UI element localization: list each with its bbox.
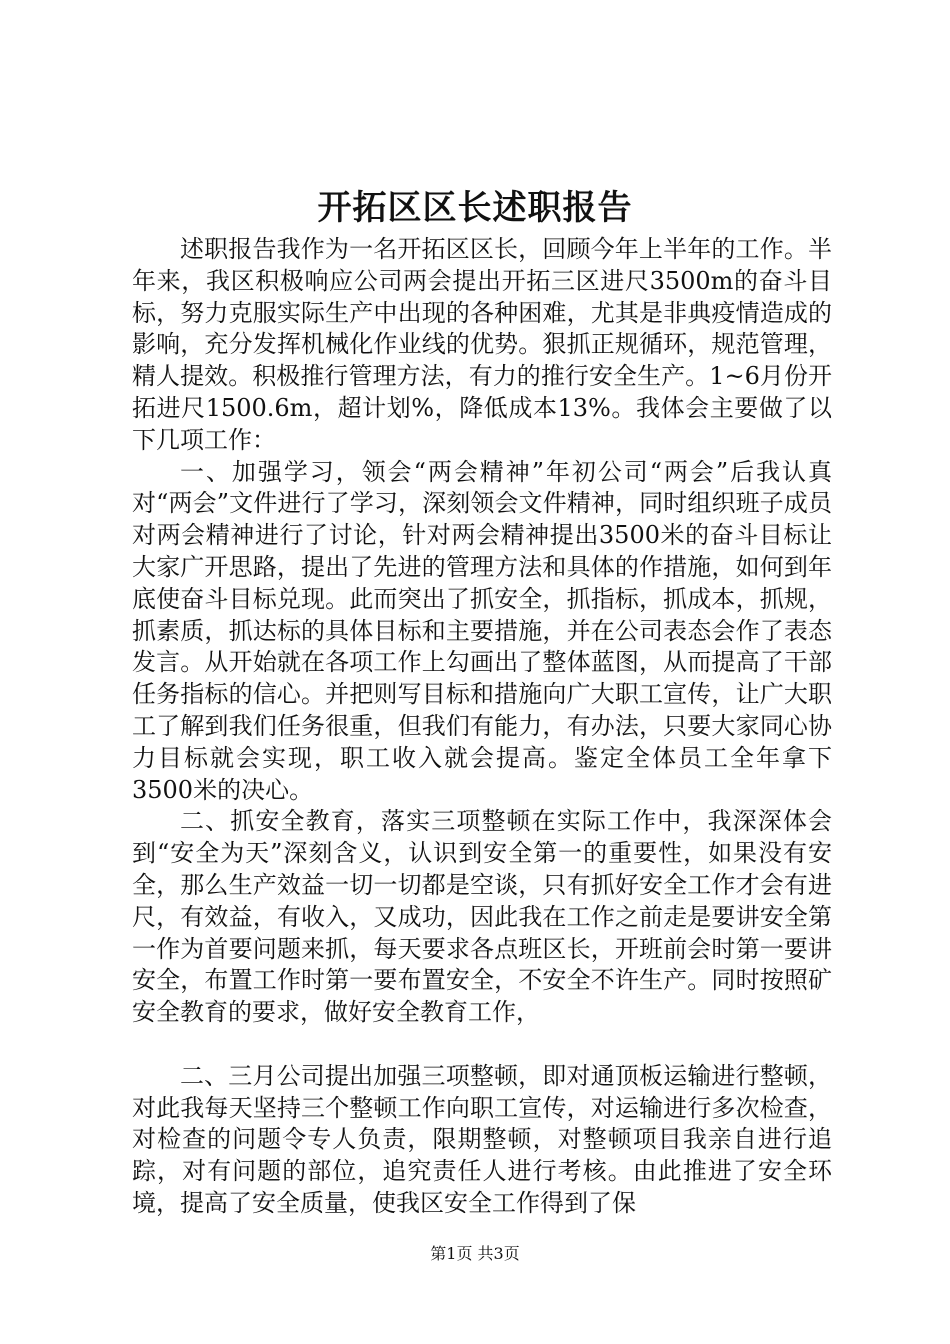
paragraph-study: 一、加强学习，领会“两会精神”年初公司“两会”后我认真对“两会”文件进行了学习，深刻领会文件精神，同时组织班子成员对两会精神进行了讨论，针对两会精神提出3500米的奋斗目标让大家广开思路，提出了先进的管理方法和具体的作措施，如何到年底使奋斗目标兑现。此而突出了抓安全，抓指标，抓成本，抓规，抓素质，抓达标的具体目标和主要措施，并在公司表态会作了表态发言。从开始就在各项工作上勾画出了整体蓝图，从而提高了干部任务指标的信心。并把则写目标和措施向广大职工宣传，让广大职工了解到我们任务很重，但我们有能力，有办法，只要大家同心协力目标就会实现，职工收入就会提高。鉴定全体员工全年拿下3500米的决心。 (132, 457, 832, 804)
page-number-footer: 第1页 共3页 (430, 1244, 520, 1263)
paragraph-intro: 述职报告我作为一名开拓区区长，回顾今年上半年的工作。半年来，我区积极响应公司两会提出开拓三区进尺3500m的奋斗目标，努力克服实际生产中出现的各种困难，尤其是非典疫情造成的影响，充分发挥机械化作业线的优势。狠抓正规循环，规范管理，精人提效。积极推行管理方法，有力的推行安全生产。1~6月份开拓进尺1500.6m，超计划%，降低成本13%。我体会主要做了以下几项工作： (132, 235, 832, 454)
paragraph-safety-education: 二、抓安全教育，落实三项整顿在实际工作中，我深深体会到“安全为天”深刻含义，认识到安全第一的重要性，如果没有安全，那么生产效益一切一切都是空谈，只有抓好安全工作才会有进尺，有效益，有收入，又成功，因此我在工作之前走是要讲安全第一作为首要问题来抓，每天要求各点班区长，开班前会时第一要讲安全，布置工作时第一要布置安全，不安全不许生产。同时按照矿安全教育的要求，做好安全教育工作， (132, 807, 832, 1027)
paragraph-three-rectifications: 二、三月公司提出加强三项整顿，即对通顶板运输进行整顿，对此我每天坚持三个整顿工作向职工宣传，对运输进行多次检查，对检查的问题令专人负责，限期整顿，对整顿项目我亲自进行追踪，对有问题的部位，追究责任人进行考核。由此推进了安全环境，提高了安全质量，使我区安全工作得到了保 (132, 1061, 832, 1217)
document-title: 开拓区区长述职报告 (317, 188, 633, 228)
document-body (132, 234, 832, 1220)
